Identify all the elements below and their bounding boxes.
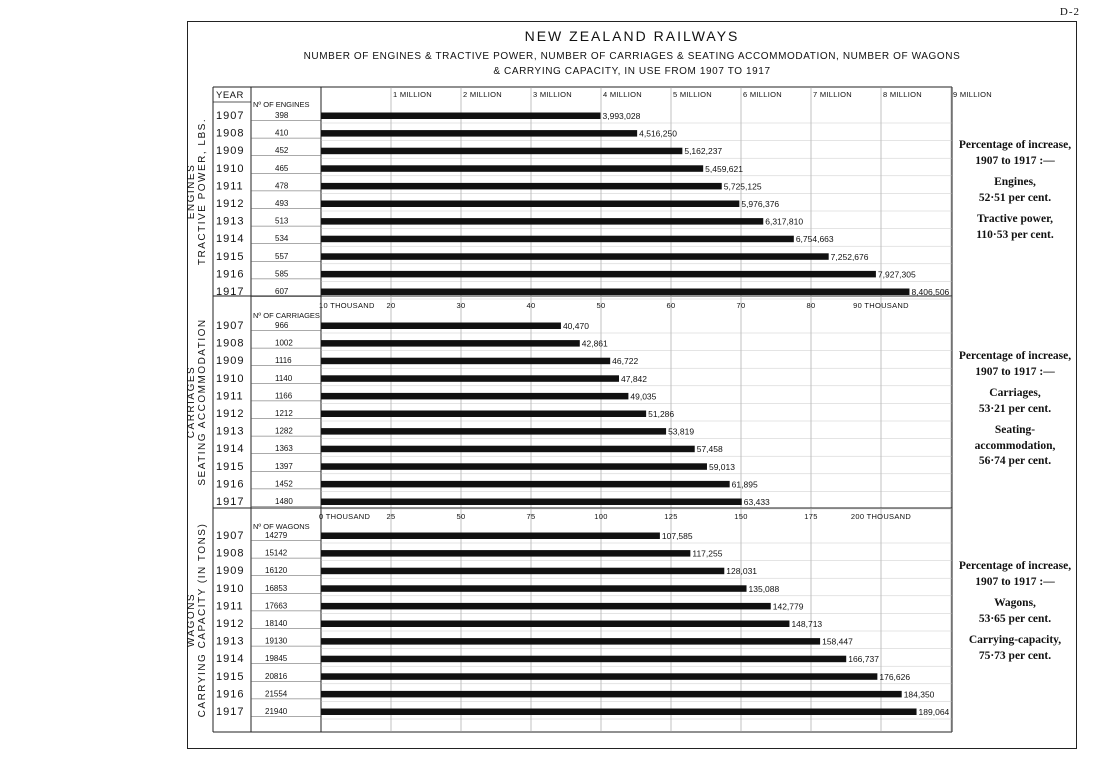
year-label: 1916 — [216, 688, 245, 701]
bar — [321, 148, 682, 155]
count-value: 20816 — [265, 671, 288, 681]
bar-value-label: 107,585 — [661, 531, 693, 541]
chart-title: NEW ZEALAND RAILWAYS — [524, 28, 740, 44]
bar-value-label: 7,252,676 — [830, 251, 869, 262]
axis-tick-label: 70 — [736, 301, 746, 310]
year-label: 1911 — [216, 600, 244, 613]
year-label: 1907 — [216, 320, 245, 332]
axis-tick-label: 1 MILLION — [393, 90, 432, 99]
bar — [321, 673, 877, 680]
bar — [321, 446, 695, 453]
bar-value-label: 166,737 — [848, 654, 879, 665]
bar-value-label: 51,286 — [648, 409, 675, 419]
carriages-increase-note — [955, 349, 1075, 476]
axis-tick-label: 175 — [804, 512, 818, 521]
bar-value-label: 148,713 — [791, 619, 823, 629]
count-value: 478 — [275, 181, 289, 191]
bar — [321, 656, 846, 663]
count-value: 16853 — [265, 583, 288, 593]
bar — [321, 201, 739, 208]
panel-side-label: SEATING ACCOMMODATION — [197, 318, 208, 486]
bar-value-label: 49,035 — [630, 391, 657, 402]
axis-tick-label: 50 — [456, 512, 466, 521]
axis-tick-label: 5 MILLION — [673, 90, 712, 99]
bar — [321, 638, 820, 645]
axis-tick-label: 3 MILLION — [533, 90, 572, 99]
count-value: 1140 — [275, 373, 293, 383]
count-value: 17663 — [265, 601, 288, 611]
year-label: 1914 — [216, 233, 245, 246]
count-value: 607 — [275, 287, 289, 296]
year-label: 1916 — [216, 478, 245, 491]
bar — [321, 411, 646, 418]
bar — [321, 550, 690, 557]
bar-value-label: 6,317,810 — [765, 216, 804, 227]
axis-tick-label: 75 — [526, 512, 536, 521]
axis-tick-label: 80 — [806, 301, 816, 310]
axis-tick-label: 150 — [734, 512, 748, 521]
bar — [321, 585, 747, 592]
bar — [321, 691, 902, 698]
year-label: 1910 — [216, 582, 245, 595]
axis-tick-label: 8 MILLION — [883, 90, 922, 99]
axis-tick-label: 60 — [666, 301, 676, 310]
year-label: 1908 — [216, 547, 245, 560]
year-label: 1917 — [216, 496, 245, 508]
note-heading: Percentage of increase, — [958, 560, 1072, 572]
bar — [321, 603, 771, 610]
count-value: 534 — [275, 234, 289, 244]
bar — [321, 271, 876, 278]
axis-tick-label: 40 — [526, 301, 536, 310]
bar — [321, 340, 580, 347]
bar-value-label: 8,406,506 — [911, 287, 950, 297]
count-column-header: Nº OF CARRIAGES — [253, 311, 320, 320]
year-label: 1912 — [216, 198, 245, 210]
count-value: 21554 — [265, 689, 288, 699]
year-label: 1915 — [216, 250, 245, 263]
bar-value-label: 184,350 — [903, 689, 935, 700]
bar-value-label: 42,861 — [581, 338, 608, 349]
note-item-value: 110·53 per cent. — [976, 228, 1054, 241]
year-column-header: YEAR — [216, 90, 244, 101]
panel-side-label: ENGINES — [186, 163, 197, 220]
note-item-label: Tractive power, — [976, 213, 1053, 226]
bar — [321, 130, 637, 137]
count-value: 398 — [275, 111, 289, 120]
count-value: 21940 — [265, 707, 288, 716]
year-label: 1912 — [216, 618, 245, 630]
bar-value-label: 176,626 — [879, 671, 911, 682]
note-period: 1907 to 1917 :— — [975, 575, 1055, 588]
count-value: 1397 — [275, 461, 293, 471]
bar-value-label: 53,819 — [668, 426, 695, 437]
bar — [321, 236, 794, 243]
chart-subtitle-line-2: & CARRYING CAPACITY, IN USE FROM 1907 TO 1917 — [493, 66, 771, 77]
axis-tick-label: 125 — [664, 512, 678, 521]
bar — [321, 375, 619, 382]
year-label: 1909 — [216, 565, 245, 578]
bar-value-label: 7,927,305 — [877, 269, 916, 280]
year-label: 1909 — [216, 355, 245, 368]
bar — [321, 568, 724, 575]
count-value: 465 — [275, 163, 289, 173]
note-heading: Percentage of increase, — [958, 350, 1072, 362]
bar-value-label: 5,725,125 — [723, 181, 762, 192]
note-item-value: 75·73 per cent. — [978, 649, 1052, 662]
engines-increase-note — [955, 138, 1075, 249]
axis-tick-label: 4 MILLION — [603, 90, 642, 99]
axis-tick-label: 90 THOUSAND — [853, 301, 909, 310]
axis-tick-label: 10 THOUSAND — [319, 301, 375, 310]
wagons-increase-note — [955, 559, 1075, 670]
year-label: 1913 — [216, 635, 245, 648]
count-value: 1002 — [275, 338, 293, 348]
year-label: 1910 — [216, 162, 245, 175]
count-value: 452 — [275, 146, 289, 156]
page-number: D-2 — [1059, 6, 1080, 18]
bar — [321, 218, 763, 225]
bar — [321, 358, 610, 365]
count-value: 1212 — [275, 409, 293, 418]
axis-tick-label: 20 — [386, 301, 396, 310]
bar — [321, 481, 730, 488]
year-label: 1910 — [216, 372, 245, 385]
note-period: 1907 to 1917 :— — [975, 154, 1055, 167]
count-value: 18140 — [265, 619, 288, 628]
axis-tick-label: 25 — [386, 512, 396, 521]
bar-value-label: 5,976,376 — [741, 199, 780, 209]
count-column-header: Nº OF ENGINES — [253, 100, 310, 109]
bar-value-label: 61,895 — [731, 479, 758, 490]
bar-value-label: 158,447 — [822, 636, 853, 647]
bar — [321, 533, 660, 540]
bar-value-label: 142,779 — [772, 601, 804, 612]
bar-value-label: 6,754,663 — [795, 234, 834, 245]
year-label: 1913 — [216, 425, 245, 438]
panel-side-label: CARRYING CAPACITY (IN TONS) — [197, 522, 208, 718]
bar-value-label: 63,433 — [743, 497, 770, 507]
year-label: 1915 — [216, 670, 245, 683]
bar-value-label: 46,722 — [612, 356, 639, 367]
bar-value-label: 3,993,028 — [602, 111, 641, 121]
bar — [321, 183, 722, 190]
year-label: 1907 — [216, 110, 245, 122]
bar — [321, 165, 703, 172]
chart-subtitle-line-1: NUMBER OF ENGINES & TRACTIVE POWER, NUMBER OF CARRIAGES & SEATING ACCOMMODATION, NUMBER OF WAGONS — [303, 51, 961, 62]
note-heading: Percentage of increase, — [958, 139, 1072, 151]
count-value: 1363 — [275, 444, 293, 454]
bar-value-label: 128,031 — [726, 566, 758, 577]
note-period: 1907 to 1917 :— — [975, 365, 1055, 378]
note-item-label: Carriages, — [989, 387, 1041, 400]
axis-tick-label: 100 — [594, 512, 608, 521]
count-column-header: Nº OF WAGONS — [253, 522, 310, 531]
year-label: 1917 — [216, 286, 245, 298]
axis-tick-label: 9 MILLION — [953, 90, 992, 99]
bar — [321, 463, 707, 470]
bar-value-label: 189,064 — [918, 707, 950, 717]
note-item-value: 53·21 per cent. — [978, 402, 1052, 415]
axis-tick-label: 0 THOUSAND — [319, 512, 371, 521]
count-value: 493 — [275, 199, 289, 208]
year-label: 1914 — [216, 653, 245, 666]
count-value: 966 — [275, 321, 289, 330]
year-label: 1908 — [216, 127, 245, 140]
bar — [321, 393, 628, 400]
bar-value-label: 5,162,237 — [684, 146, 723, 157]
count-value: 19130 — [265, 636, 288, 646]
year-label: 1907 — [216, 530, 245, 542]
count-value: 1282 — [275, 426, 293, 436]
count-value: 513 — [275, 216, 289, 226]
year-label: 1912 — [216, 408, 245, 420]
axis-tick-label: 7 MILLION — [813, 90, 852, 99]
count-value: 1166 — [275, 391, 293, 401]
bar — [321, 253, 829, 259]
bar — [321, 289, 909, 296]
year-label: 1909 — [216, 145, 245, 158]
bar — [321, 428, 666, 435]
bar-value-label: 40,470 — [562, 321, 589, 331]
axis-tick-label: 30 — [456, 301, 466, 310]
year-label: 1913 — [216, 215, 245, 228]
note-item-label: Seating-accommodation, — [974, 424, 1056, 452]
panel-side-label: CARRIAGES — [186, 365, 197, 439]
bar-value-label: 135,088 — [748, 583, 780, 594]
bar — [321, 499, 742, 506]
count-value: 557 — [275, 251, 289, 261]
count-value: 585 — [275, 269, 289, 279]
note-item-label: Wagons, — [994, 597, 1036, 610]
bar-value-label: 47,842 — [621, 373, 648, 384]
bar — [321, 709, 917, 716]
count-value: 1480 — [275, 497, 293, 506]
bar — [321, 621, 789, 628]
note-item-value: 52·51 per cent. — [978, 191, 1052, 204]
note-item-label: Carrying-capacity, — [968, 634, 1062, 647]
bar-value-label: 5,459,621 — [705, 163, 744, 174]
count-value: 16120 — [265, 566, 288, 576]
bar-value-label: 59,013 — [708, 461, 735, 472]
count-value: 1116 — [275, 356, 292, 366]
count-value: 410 — [275, 128, 289, 138]
year-label: 1917 — [216, 706, 245, 718]
year-label: 1916 — [216, 268, 245, 281]
count-value: 19845 — [265, 654, 288, 664]
count-value: 14279 — [265, 531, 288, 540]
panel-side-label: WAGONS — [186, 592, 197, 648]
bar-value-label: 4,516,250 — [639, 128, 677, 139]
bar-value-label: 57,458 — [696, 444, 723, 455]
note-item-label: Engines, — [994, 176, 1036, 189]
count-value: 15142 — [265, 548, 288, 558]
year-label: 1908 — [216, 337, 245, 350]
bar — [321, 113, 601, 120]
bar — [321, 323, 561, 330]
year-label: 1915 — [216, 460, 245, 473]
year-label: 1911 — [216, 180, 244, 193]
panel-side-label: TRACTIVE POWER, LBS. — [197, 117, 208, 266]
count-value: 1452 — [275, 479, 293, 489]
axis-tick-label: 200 THOUSAND — [850, 512, 912, 521]
note-item-value: 53·65 per cent. — [978, 612, 1052, 625]
bar-value-label: 117,255 — [692, 548, 723, 559]
axis-tick-label: 6 MILLION — [743, 90, 782, 99]
note-item-value: 56·74 per cent. — [978, 455, 1052, 468]
axis-tick-label: 2 MILLION — [463, 90, 502, 99]
year-label: 1914 — [216, 443, 245, 456]
axis-tick-label: 50 — [596, 301, 606, 310]
year-label: 1911 — [216, 390, 244, 403]
